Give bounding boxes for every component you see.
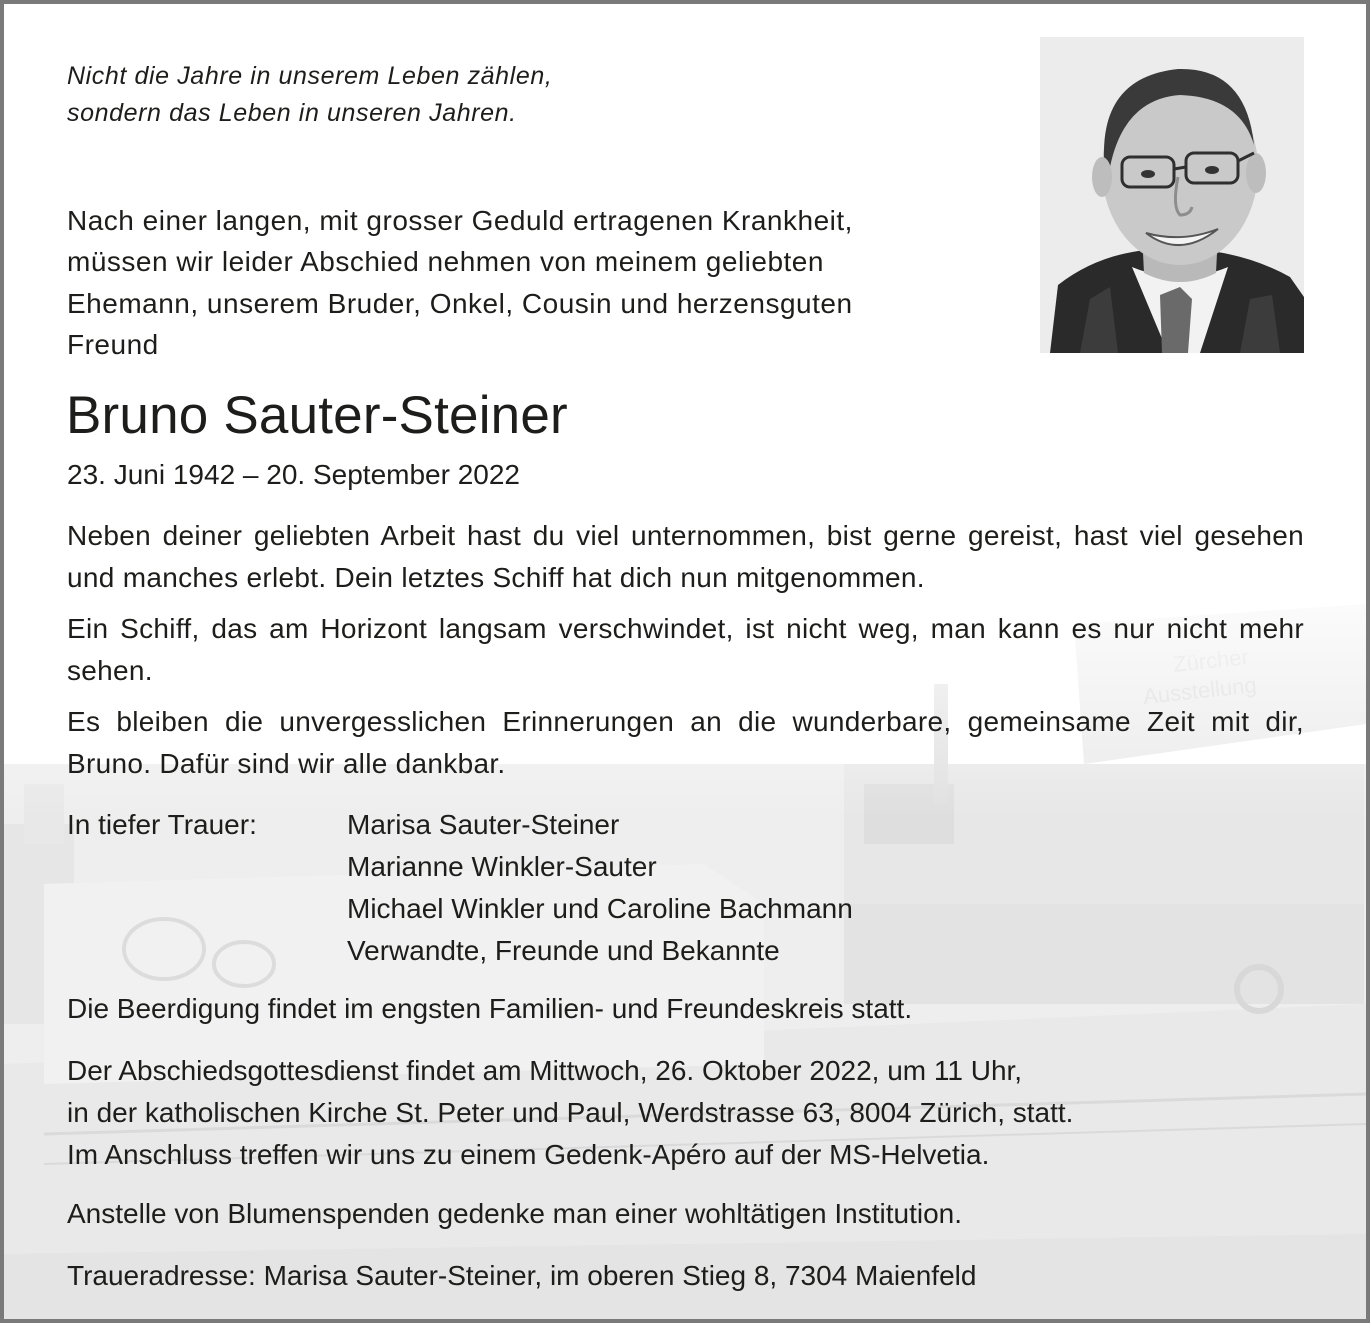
tribute-paragraph: Es bleiben die unvergesslichen Erinnerungen an die wunderbare, gemeinsame Zeit mit dir, Bruno. Dafür sind wir alle dankbar. <box>67 706 1304 779</box>
intro-text <box>67 200 965 365</box>
service-line: Der Abschiedsgottesdienst findet am Mittwoch, 26. Oktober 2022, um 11 Uhr, <box>67 1055 1023 1086</box>
life-dates: 23. Juni 1942 – 20. September 2022 <box>67 459 521 490</box>
tribute-paragraph: Ein Schiff, das am Horizont langsam verschwindet, ist nicht weg, man kann es nur nicht mehr sehen. <box>67 613 1304 686</box>
service-line: Im Anschluss treffen wir uns zu einem Gedenk-Apéro auf der MS-Helvetia. <box>67 1139 990 1170</box>
mourning-label: In tiefer Trauer: <box>67 809 257 840</box>
intro-line: Nach einer langen, mit grosser Geduld ertragenen Krankheit, <box>67 205 853 236</box>
service-notice <box>67 1050 1073 1176</box>
mourners-list <box>347 804 1047 972</box>
donation-notice: Anstelle von Blumenspenden gedenke man einer wohltätigen Institution. <box>67 1198 963 1229</box>
deceased-name: Bruno Sauter-Steiner <box>66 386 568 445</box>
portrait-photo <box>1040 37 1304 353</box>
motto-line: Nicht die Jahre in unserem Leben zählen, <box>67 62 553 90</box>
service-line: in der katholischen Kirche St. Peter und Paul, Werdstrasse 63, 8004 Zürich, statt. <box>67 1097 1074 1128</box>
mourner-name: Marisa Sauter-Steiner <box>347 809 620 840</box>
motto-line: sondern das Leben in unseren Jahren. <box>67 99 517 127</box>
intro-line: müssen wir leider Abschied nehmen von meinem geliebten <box>67 246 824 278</box>
burial-notice: Die Beerdigung findet im engsten Familien- und Freundeskreis statt. <box>67 993 913 1024</box>
mourner-name: Michael Winkler und Caroline Bachmann <box>347 893 853 924</box>
mourning-address: Traueradresse: Marisa Sauter-Steiner, im oberen Stieg 8, 7304 Maienfeld <box>67 1260 977 1291</box>
mourner-name: Verwandte, Freunde und Bekannte <box>347 935 780 966</box>
motto-quote <box>67 58 767 132</box>
intro-line: Ehemann, unserem Bruder, Onkel, Cousin und herzensguten <box>67 287 853 319</box>
tribute-paragraph: Neben deiner geliebten Arbeit hast du viel unternommen, bist gerne gereist, hast viel gesehen und manches erlebt. Dein letztes Schiff hat dich nun mitgenommen. <box>67 520 1304 593</box>
mourner-name: Marianne Winkler-Sauter <box>347 851 657 882</box>
intro-line: Freund <box>67 328 159 360</box>
